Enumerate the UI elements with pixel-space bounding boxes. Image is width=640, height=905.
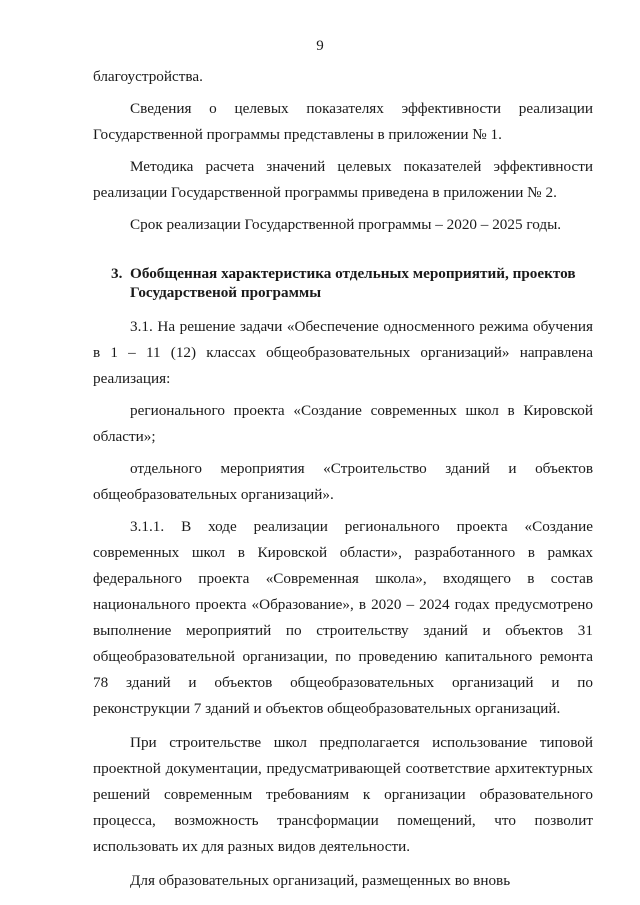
paragraph-separate-measure: отдельного мероприятия «Строительство зданий и объектов общеобразовательных организаций». <box>93 460 593 503</box>
section-title: Обобщенная характеристика отдельных мероприятий, проектов Государственой программы <box>130 265 576 301</box>
section-heading <box>93 264 593 302</box>
paragraph-indicators: Сведения о целевых показателях эффективности реализации Государственной программы представлены в приложении № 1. <box>93 100 593 143</box>
paragraph-3-1-1: 3.1.1. В ходе реализации регионального проекта «Создание современных школ в Кировской области», разработанного в рамках федерального проекта «Современная школа», входящего в состав национального проекта «Образование», в 2020 – 2024 годах предусмотрено выполнение мероприятий по строительству зданий и объектов 31 общеобразовательной организации, по проведению капитального ремонта 78 зданий и объектов общеобразовательных организаций и по реконструкции 7 зданий и объектов общеобразовательных организаций. <box>93 518 593 717</box>
page-number: 9 <box>316 38 324 54</box>
paragraph-term: Срок реализации Государственной программы – 2020 – 2025 годы. <box>130 216 562 233</box>
paragraph-regional-project: регионального проекта «Создание современных школ в Кировской области»; <box>93 402 593 445</box>
document-body <box>93 64 593 894</box>
paragraph-construction: При строительстве школ предполагается использование типовой проектной документации, предусматривающей соответствие архитектурных решений современным требованиям к организации образовательного процесса, возможность трансформации помещений, что позволит использовать их для разных видов деятельности. <box>93 734 593 855</box>
paragraph-methodology: Методика расчета значений целевых показателей эффективности реализации Государственной программы приведена в приложении № 2. <box>93 158 593 201</box>
section-number: 3. <box>111 265 123 282</box>
paragraph-continuation: благоустройства. <box>93 68 203 85</box>
paragraph-3-1: 3.1. На решение задачи «Обеспечение односменного режима обучения в 1 – 11 (12) классах общеобразовательных организаций» направлена реализация: <box>93 318 593 387</box>
paragraph-organizations: Для образовательных организаций, размещенных во вновь <box>130 872 511 889</box>
